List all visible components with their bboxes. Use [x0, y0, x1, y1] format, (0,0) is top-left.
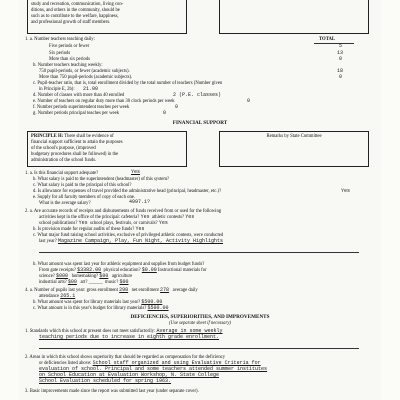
q5-label: b. What amount was spent for library materials last year? [33, 300, 141, 305]
q3-pe-value: $0.00 [141, 267, 157, 273]
principle-h-line-2: financial support sufficient to attain the purposes [31, 140, 123, 145]
q1c-label: c. What salary is paid to the principal of this school? [33, 183, 132, 188]
q1f-value: 4997.1? [129, 199, 151, 205]
classes-over-40-value: 2 (P.E. classes) [173, 92, 222, 98]
q2b-line [33, 227, 144, 232]
q2a-plays-label: school plays, festivals, or carnivals? [89, 221, 158, 226]
principle-h-line-4: budgetary procedures shall be followed) in the [31, 152, 119, 157]
q4-net-value: 278 [160, 287, 170, 293]
deficiencies-item-2-value-1: School staff organized and using Evaluative Criteria for [92, 360, 261, 366]
q4-ada-label: average daily [172, 288, 198, 293]
q3-music-label: music? [105, 280, 119, 285]
more-than-six-value: 0 [339, 56, 343, 62]
q2a-publications-label: school publications? [39, 221, 78, 226]
superintendent-periods-value: 0 [175, 104, 179, 110]
q2a-plays-value: Yes [158, 220, 168, 226]
q4-line-2 [39, 294, 75, 299]
q2c-line-2 [39, 239, 223, 244]
form-sheet [19, 0, 381, 400]
q4-gross-label: 4. a. Number of pupils last year: gross enrollment [25, 288, 118, 293]
q1f-label: What is the average salary? [39, 201, 91, 206]
q2a-cafeteria-label: activities kept in the office of the principal: cafeteria? [39, 215, 140, 220]
q2b-label: b. Is provision made for regular audits of these funds? [33, 227, 135, 232]
financial-support-header: FINANCIAL SUPPORT [172, 120, 228, 126]
q3-label: b. What amount was spent last year for athletic equipment and supplies from budget funds? [33, 262, 205, 267]
q2a-line-2 [39, 215, 194, 220]
q3-line-3 [39, 274, 132, 279]
deficiencies-item-2-label-2: or deficiencies listed above: [39, 361, 92, 366]
deficiencies-item-2-value-3: on School Education at Evaluation Workshop, N. State College [39, 372, 220, 378]
ratio-label: c. Pupil-teacher ratio, that is, total enrollment divided by the total number of teachers (Number given [33, 81, 223, 86]
q1d-label: d. Is allowance for expenses of travel provided the administrative head (principal, headmaster, etc.)? [33, 189, 222, 194]
total-header: TOTAL [319, 37, 335, 42]
intro-line-1: study and recreation, communication, living con- [31, 2, 124, 7]
q3-instr-label: Instructional materials for [157, 268, 207, 273]
total-rule [314, 43, 354, 44]
remarks-box-top [219, 0, 369, 34]
six-periods-label: Six periods [49, 51, 71, 56]
weekly-more-label: More than 750 pupil-periods (academic subjects). [39, 75, 133, 80]
q4-net-label: net enrollment [131, 288, 159, 293]
weekly-750-label: 750 pupil-periods, or fewer (academic subjects). [39, 69, 130, 74]
q1a-value: Yes [131, 169, 141, 175]
q1d-value: Yes [341, 188, 351, 194]
q3-homemaking-label: homemaking? [71, 274, 99, 279]
principle-h-label: PRINCIPLE H: [31, 134, 64, 139]
ratio-label-2: in Principle E, 2b): [39, 87, 75, 92]
q5-line [33, 300, 162, 305]
q3-industrial-label: industrial arts? [39, 280, 67, 285]
principle-h-line-5: administration of the school funds. [31, 158, 97, 163]
weekly-label: b. Number teachers teaching weekly: [33, 63, 103, 68]
q3-industrial-value: $00 [67, 279, 77, 285]
superintendent-periods-label: f. Number periods superintendent teaches per week [33, 105, 130, 110]
q3-music-value: $00 [119, 279, 129, 285]
q3-pe-label: physical education? [103, 268, 141, 273]
q6-label: c. What amount is in this year's budget for library materials? [33, 306, 147, 311]
q4-gross-value: 298 [119, 287, 129, 293]
q4-attendance-label: attendance [39, 294, 60, 299]
q3-gate-label: From gate receipts? [39, 268, 76, 273]
intro-line-3: such as to contribute to the welfare, happiness, [31, 14, 119, 19]
q2a-athletic-label: athletic contests? [151, 215, 185, 220]
q1b-label: b. What salary is paid to the superintendent (headmaster) of this system? [33, 177, 170, 182]
q6-value: $500.00 [147, 305, 169, 311]
q4-attendance-value: 265.1 [60, 293, 76, 299]
deficiencies-item-2-value-4: School Evaluation scheduled for spring 1963. [39, 378, 172, 384]
deficiencies-item-1-value-2: teaching periods due to increase in eighth grade enrollment. [39, 334, 220, 340]
q2b-value: Yes [135, 226, 145, 232]
principle-h-line-3: of the school's purpose, (improved [31, 146, 96, 151]
six-periods-value: 13 [337, 50, 344, 56]
q3-gate-value: $3382.00 [77, 267, 102, 273]
q2c-last-year-label: last year? [39, 239, 57, 244]
more-than-six-label: More than six periods [49, 57, 91, 62]
deficiencies-blank-line [39, 348, 359, 349]
q3-agriculture-label: agriculture [111, 274, 133, 279]
principal-periods-value: 0 [163, 110, 167, 116]
regular-duty-value: 0 [247, 98, 251, 104]
deficiencies-item-1-value: Average in some weekly [156, 328, 223, 334]
q6-line [33, 306, 169, 311]
q2c-value: Magazine Campaign, Play, Fun Night, Activity Highlights [58, 238, 224, 244]
q3-line-4: industrial arts? $00 art? ______ music? $00 [39, 279, 129, 285]
five-or-fewer-value: 5 [339, 43, 343, 49]
classes-over-40-label: d. Number of classes with more than 40 enrolled [33, 93, 125, 98]
deficiencies-subheader: (Use separate sheet if necessary) [169, 321, 231, 326]
intro-line-2: ditions, and others in the community, should be [31, 8, 120, 13]
principle-h-text-1: There shall be evidence of [64, 134, 114, 139]
q3-science-label: science? [39, 274, 55, 279]
deficiencies-item-3-label: 3. Basic improvements made since the report was submitted last year (under separate cover). [25, 389, 199, 394]
q3-art-label: art? [80, 280, 88, 285]
weekly-750-value: 18 [337, 68, 344, 74]
q2c-label: c. What major fund raising school activities, exclusive of privileged athletic contests, were conducted [33, 233, 224, 238]
intro-line-4: and professional growth of staff members. [31, 20, 111, 25]
q3-homemaking-value: $00 [99, 273, 109, 279]
deficiencies-item-2-value-2: evaluation of school. Principal and some teachers attended summer institutes [39, 366, 268, 372]
regular-duty-label: e. Number of teachers on regular duty more than 30 clock periods per week [33, 99, 175, 104]
q2a-athletic-value: Yes [185, 214, 195, 220]
q2a-publications-value: Yes [78, 220, 88, 226]
principal-periods-label: g. Number periods principal teaches per week [33, 111, 120, 116]
q2a-cafeteria-value: Yes [140, 214, 150, 220]
deficiencies-header: DEFICIENCIES, SUPERIORITIES, AND IMPROVEMENTS [130, 314, 270, 320]
staffing-item-1: 1. a. Number teachers teaching daily: [25, 37, 95, 42]
remarks-label: Remarks by State Committee [266, 134, 322, 139]
principle-h-line-1 [31, 134, 114, 139]
q1a-label: 1. a. Is this financial support adequate? [25, 171, 99, 176]
q4-line [25, 288, 198, 293]
q2a-line-3 [39, 221, 168, 226]
ratio-value: 21.00 [83, 86, 99, 92]
q1e-label: e. Supply for all faculty members of copy of each one. [33, 195, 136, 200]
weekly-more-value: 0 [339, 74, 343, 80]
q5-value: $500.00 [141, 299, 163, 305]
deficiencies-item-2-label: 2. Areas in which this school shows superiority that should be regarded as compensation for the deficiency [25, 355, 226, 360]
q2a-label: 2. a. Are accurate records of receipts and disbursements of funds received from or used for the following [25, 209, 222, 214]
five-or-fewer-label: Five periods or fewer [49, 44, 90, 49]
deficiencies-item-1-label: 1. Standards which this school at present does not meet satisfactorily: [25, 329, 156, 334]
q3-science-value: $000 [56, 273, 69, 279]
q2c-blank-line [39, 252, 359, 253]
